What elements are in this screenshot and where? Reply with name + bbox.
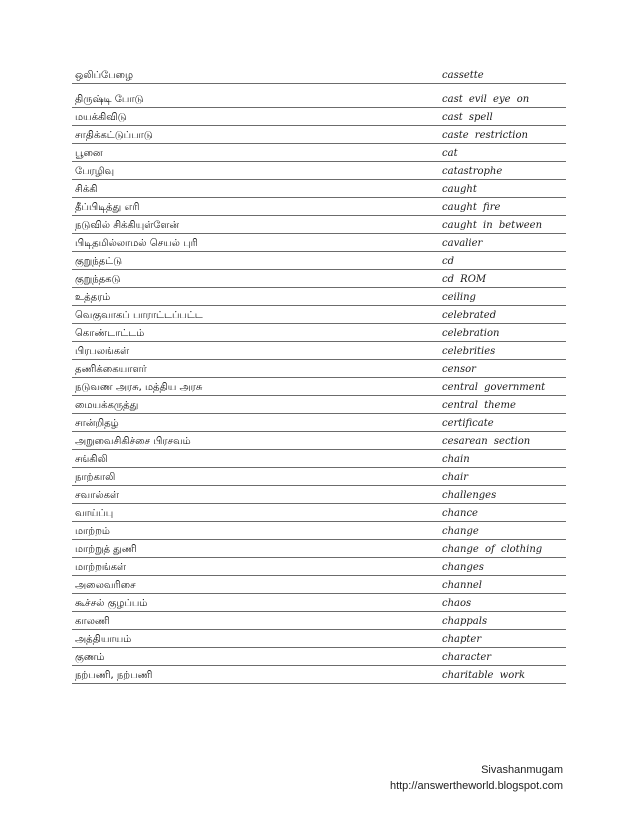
- english-term: chappals: [442, 616, 488, 627]
- glossary-row: [72, 630, 566, 648]
- footer-author: Sivashanmugam: [481, 764, 563, 776]
- glossary-row: [72, 234, 566, 252]
- tamil-term: பூனை: [75, 148, 103, 159]
- tamil-term: நடுவண அரசு, மத்திய அரசு: [75, 382, 203, 393]
- glossary-row: [72, 66, 566, 84]
- tamil-term: குறுந்தகடு: [75, 274, 121, 285]
- tamil-term: சங்கிலி: [75, 454, 108, 465]
- glossary-row: [72, 468, 566, 486]
- glossary-row: [72, 666, 566, 684]
- glossary-row: [72, 522, 566, 540]
- english-term: celebration: [442, 328, 500, 339]
- english-term: catastrophe: [442, 166, 503, 177]
- english-term: cat: [442, 148, 458, 159]
- english-term: central government: [442, 382, 546, 393]
- english-term: change: [442, 526, 479, 537]
- glossary-row: [72, 594, 566, 612]
- glossary-row: [72, 108, 566, 126]
- glossary-row: [72, 324, 566, 342]
- tamil-term: அலைவரிசை: [75, 580, 136, 591]
- english-term: chair: [442, 472, 468, 483]
- english-term: certificate: [442, 418, 494, 429]
- english-term: cast spell: [442, 112, 493, 123]
- glossary-row: [72, 306, 566, 324]
- glossary-row: [72, 432, 566, 450]
- glossary-row: [72, 342, 566, 360]
- tamil-term: சவால்கள்: [75, 490, 120, 501]
- english-term: channel: [442, 580, 482, 591]
- glossary-row: [72, 198, 566, 216]
- glossary-row: [72, 270, 566, 288]
- english-term: censor: [442, 364, 476, 375]
- english-term: cavalier: [442, 238, 483, 249]
- glossary-row: [72, 486, 566, 504]
- tamil-term: குறுந்தட்டு: [75, 256, 123, 267]
- glossary-row: [72, 252, 566, 270]
- tamil-term: தணிக்கையாளர்: [75, 364, 147, 375]
- glossary-row: [72, 648, 566, 666]
- tamil-term: கூச்சல் குழப்பம்: [75, 598, 148, 609]
- english-term: cast evil eye on: [442, 94, 530, 105]
- glossary-row: [72, 558, 566, 576]
- tamil-term: சாதிக்கட்டுப்பாடு: [75, 130, 153, 141]
- glossary-row: [72, 126, 566, 144]
- english-term: cd: [442, 256, 455, 267]
- tamil-term: அத்தியாயம்: [75, 634, 132, 645]
- english-term: chain: [442, 454, 470, 465]
- glossary-row: [72, 84, 566, 108]
- glossary-row: [72, 396, 566, 414]
- tamil-term: அறுவைசிகிச்சை பிரசவம்: [75, 436, 191, 447]
- english-term: caught fire: [442, 202, 501, 213]
- tamil-term: மாற்றம்: [75, 526, 110, 537]
- tamil-term: பேரழிவு: [75, 166, 115, 177]
- tamil-term: குணம்: [75, 652, 105, 663]
- glossary-table: [72, 66, 566, 684]
- tamil-term: வாய்ப்பு: [75, 508, 114, 519]
- glossary-row: [72, 504, 566, 522]
- english-term: celebrities: [442, 346, 496, 357]
- english-term: cesarean section: [442, 436, 531, 447]
- glossary-row: [72, 180, 566, 198]
- english-term: cassette: [442, 70, 484, 81]
- english-term: ceiling: [442, 292, 476, 303]
- tamil-term: சான்றிதழ்: [75, 418, 119, 429]
- tamil-term: மாற்றுத் துணி: [75, 544, 137, 555]
- english-term: character: [442, 652, 492, 663]
- tamil-term: ஒலிப்பேழை: [75, 70, 134, 81]
- tamil-term: நாற்காலி: [75, 472, 116, 483]
- tamil-term: காலணி: [75, 616, 110, 627]
- tamil-term: திருஷ்டி போடு: [75, 94, 144, 105]
- tamil-term: வெகுவாகப் பாராட்டப்பட்ட: [75, 310, 203, 321]
- english-term: changes: [442, 562, 484, 573]
- glossary-row: [72, 360, 566, 378]
- tamil-term: மயக்கிவிடு: [75, 112, 127, 123]
- tamil-term: தீப்பிடித்து எரி: [75, 202, 140, 213]
- english-term: change of clothing: [442, 544, 543, 555]
- english-term: caste restriction: [442, 130, 528, 141]
- glossary-row: [72, 144, 566, 162]
- english-term: chance: [442, 508, 478, 519]
- glossary-row: [72, 540, 566, 558]
- glossary-row: [72, 288, 566, 306]
- tamil-term: கொண்டாட்டம்: [75, 328, 145, 339]
- tamil-term: சிக்கி: [75, 184, 98, 195]
- tamil-term: மையக்கருத்து: [75, 400, 139, 411]
- glossary-row: [72, 450, 566, 468]
- english-term: cd ROM: [442, 274, 487, 285]
- english-term: caught in between: [442, 220, 543, 231]
- glossary-row: [72, 612, 566, 630]
- english-term: chapter: [442, 634, 482, 645]
- english-term: caught: [442, 184, 477, 195]
- english-term: challenges: [442, 490, 497, 501]
- tamil-term: நற்பணி, நற்பணி: [75, 670, 153, 681]
- english-term: central theme: [442, 400, 516, 411]
- english-term: celebrated: [442, 310, 497, 321]
- page-footer: [390, 762, 563, 794]
- tamil-term: உத்தரம்: [75, 292, 111, 303]
- tamil-term: பிரபலங்கள்: [75, 346, 130, 357]
- tamil-term: மாற்றங்கள்: [75, 562, 127, 573]
- glossary-row: [72, 576, 566, 594]
- english-term: chaos: [442, 598, 472, 609]
- footer-url: http://answertheworld.blogspot.com: [389, 780, 563, 792]
- english-term: charitable work: [442, 670, 526, 681]
- glossary-row: [72, 216, 566, 234]
- glossary-row: [72, 414, 566, 432]
- glossary-row: [72, 162, 566, 180]
- glossary-row: [72, 378, 566, 396]
- tamil-term: பிடிதமில்லாமல் செயல் புரி: [75, 238, 198, 249]
- tamil-term: நடுவில் சிக்கியுள்ளேன்: [75, 220, 180, 231]
